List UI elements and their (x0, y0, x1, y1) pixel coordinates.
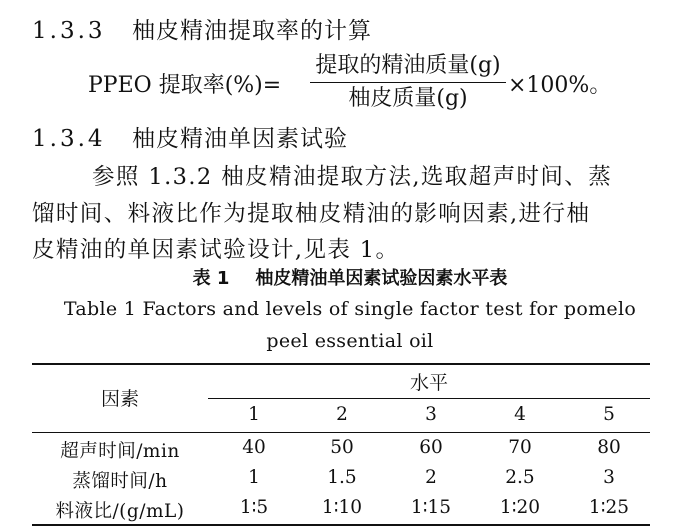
level-number: 2 (336, 404, 348, 425)
formula-numerator: 提取的精油质量(g) (315, 53, 501, 78)
formula-denominator: 柚皮质量(g) (348, 86, 468, 111)
table-header-rule (32, 432, 650, 433)
table-cell: 1∶25 (588, 497, 630, 518)
table-header-level: 水平 (409, 372, 448, 394)
paragraph-line: 馏时间、料液比作为提取柚皮精油的影响因素,进行柚 (32, 201, 591, 227)
table-cell: 1 (248, 467, 260, 488)
table-cell: 1∶10 (321, 497, 363, 518)
table-cell: 50 (330, 437, 354, 458)
section-heading-1-3-3 (32, 12, 372, 45)
table-cell: 2 (425, 467, 437, 488)
table-caption-zh (0, 264, 700, 290)
section-number: 1.3.3 (32, 18, 106, 44)
paragraph-line: 参照 1.3.2 柚皮精油提取方法,选取超声时间、蒸 (92, 164, 613, 190)
formula-lhs: PPEO 提取率(%)= (88, 73, 282, 98)
level-number: 3 (425, 404, 437, 425)
table-row-label: 超声时间/min (60, 441, 180, 462)
table-title-zh: 柚皮精油单因素试验因素水平表 (255, 268, 508, 289)
table-cell: 1∶15 (410, 497, 452, 518)
table-mid-rule (208, 398, 650, 399)
formula-rhs: ×100%。 (508, 73, 612, 98)
table-top-rule (32, 363, 650, 365)
level-number: 4 (514, 404, 526, 425)
table-cell: 80 (597, 437, 621, 458)
table-row-label: 料液比/(g/mL) (55, 501, 185, 522)
section-title: 柚皮精油单因素试验 (132, 126, 348, 152)
table-cell: 70 (508, 437, 532, 458)
extraction-rate-formula (88, 52, 688, 112)
table-cell: 40 (242, 437, 266, 458)
table-cell: 60 (419, 437, 443, 458)
paragraph-line: 皮精油的单因素试验设计,见表 1。 (32, 237, 400, 263)
level-number: 1 (248, 404, 260, 425)
table-cell: 1.5 (327, 467, 357, 488)
table-cell: 1∶5 (239, 497, 269, 518)
fraction-bar (310, 82, 506, 83)
table-label: 表 1 (192, 268, 230, 289)
table-cell: 3 (603, 467, 615, 488)
table-cell: 1∶20 (499, 497, 541, 518)
table-header-factor: 因素 (100, 388, 139, 410)
section-number: 1.3.4 (32, 126, 106, 152)
section-title: 柚皮精油提取率的计算 (132, 18, 372, 44)
level-number: 5 (603, 404, 615, 425)
table-bottom-rule (32, 524, 650, 526)
section-heading-1-3-4 (32, 120, 348, 153)
table-caption-en-line2: peel essential oil (266, 330, 434, 352)
table-caption-en-line1: Table 1 Factors and levels of single factor test for pomelo (63, 298, 637, 320)
table-cell: 2.5 (505, 467, 535, 488)
formula-fraction (310, 52, 506, 113)
table-row-label: 蒸馏时间/h (72, 471, 168, 492)
